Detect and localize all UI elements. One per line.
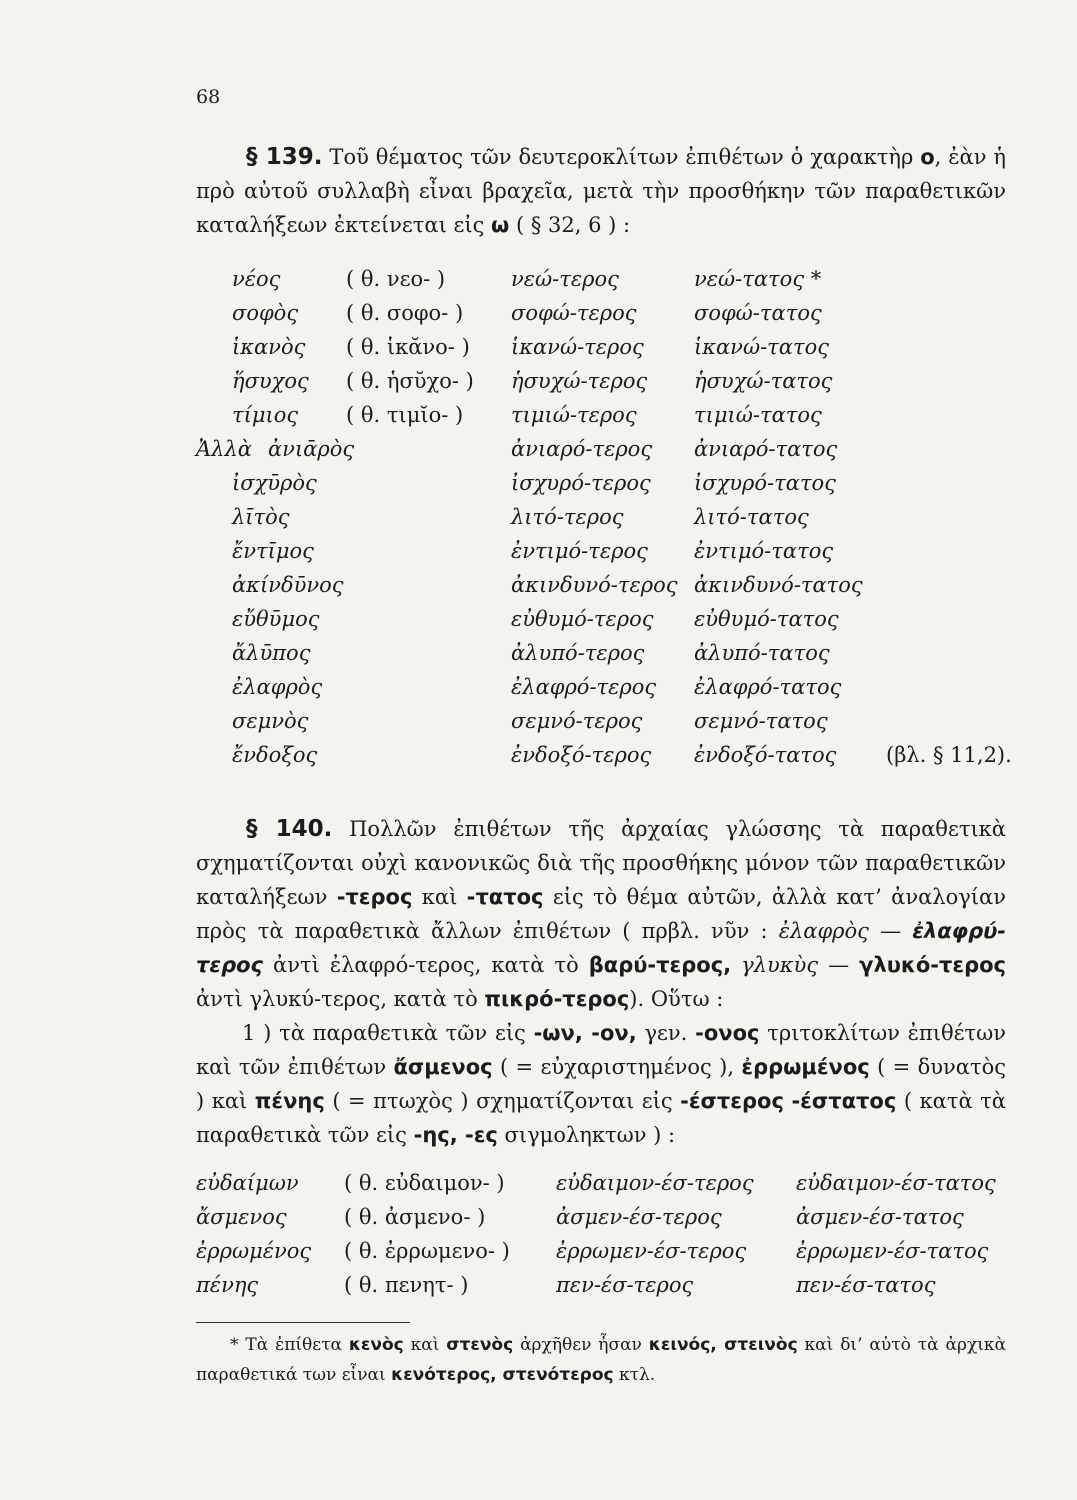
table2-row: σεμνὸς σεμνό-τερος σεμνό-τατος xyxy=(232,709,828,733)
table1-row: τίμιος ( θ. τιμῐο- ) τιμιώ-τερος τιμιώ-τατος xyxy=(232,403,822,427)
table3-row: εὐδαίμων ( θ. εὐδαιμον- ) εὐδαιμον-έσ-τερος εὐδαιμον-έσ-τατος xyxy=(196,1171,996,1195)
section-139-sign: § 139. xyxy=(246,144,323,170)
table1-row: ἱκανὸς ( θ. ἱκᾰνο- ) ἱκανώ-τερος ἱκανώ-τατος xyxy=(232,335,829,359)
table2-row: ἔνδοξος ἐνδοξό-τερος ἐνδοξό-τατος (βλ. § 11,2). xyxy=(196,738,1016,772)
cross-reference: (βλ. § 11,2). xyxy=(886,743,1012,767)
footnote-divider xyxy=(196,1322,410,1323)
table1-row: νέος ( θ. νεο- ) νεώ-τερος νεώ-τατος * xyxy=(232,267,822,291)
table2-row: εὔθῡμος εὐθυμό-τερος εὐθυμό-τατος xyxy=(232,607,839,631)
table3-row: ἄσμενος ( θ. ἀσμενο- ) ἀσμεν-έσ-τερος ἀσμεν-έσ-τατος xyxy=(196,1205,964,1229)
section-140-sign: § 140. xyxy=(246,816,333,842)
table1-row: ἥσυχος ( θ. ἡσῠχο- ) ἡσυχώ-τερος ἡσυχώ-τατος xyxy=(232,369,833,393)
table2-row: ἀκίνδῡνος ἀκινδυνό-τερος ἀκινδυνό-τατος xyxy=(232,573,863,597)
section-139-intro: § 139. Τοῦ θέματος τῶν δευτεροκλίτων ἐπιθέτων ὁ χαρακτὴρ ο, ἐὰν ἡ πρὸ αὐτοῦ συλλαβὴ εἶναι βραχεῖα, μετὰ τὴν προσθήκην τῶν παραθετικῶν καταλήξεων ἐκτείνεται εἰς ω ( § 32, 6 ) : xyxy=(196,144,1006,237)
table3-row: ἐρρωμένος ( θ. ἐρρωμενο- ) ἐρρωμεν-έσ-τερος ἐρρωμεν-έσ-τατος xyxy=(196,1239,989,1263)
page-number: 68 xyxy=(196,86,221,108)
table2-row: λῑτὸς λιτό-τερος λιτό-τατος xyxy=(232,505,809,529)
table3-row: πένης ( θ. πενητ- ) πεν-έσ-τερος πεν-έσ-τατος xyxy=(196,1273,936,1297)
table2-row: ἰσχῡρὸς ἰσχυρό-τερος ἰσχυρό-τατος xyxy=(232,471,836,495)
footnote: * Τὰ ἐπίθετα κενὸς καὶ στενὸς ἀρχῆθεν ἦσαν κεινός, στεινὸς καὶ δι’ αὐτὸ τὰ ἀρχικὰ παραθετικά των εἶναι κενότερος, στενότερος κτλ. xyxy=(196,1335,1007,1385)
table2-row: ἐλαφρὸς ἐλαφρό-τερος ἐλαφρό-τατος xyxy=(232,675,842,699)
section-140-intro: § 140. Πολλῶν ἐπιθέτων τῆς ἀρχαίας γλώσσης τὰ παραθετικὰ σχηματίζονται οὐχὶ κανονικῶς διὰ τῆς προσθήκης μόνον τῶν παραθετικῶν καταλήξεων -τερος καὶ -τατος εἰς τὸ θέμα αὐτῶν, ἀλλὰ κατ’ ἀναλογίαν πρὸς τὰ παραθετικὰ ἄλλων ἐπιθέτων ( πρβλ. νῦν : ἐλαφρὸς — ἐλαφρύ-τερος ἀντὶ ἐλαφρό-τερος, κατὰ τὸ βαρύ-τερος, γλυκὺς — γλυκό-τερος ἀντὶ γλυκύ-τερος, κατὰ τὸ πικρό-τερος). Οὕτω : 1 ) τὰ παραθετικὰ τῶν εἰς -ων, -ον, γεν. -ονος τριτοκλίτων ἐπιθέτων καὶ τῶν ἐπιθέτων ἄσμενος ( = εὐχαριστημένος ), ἐρρωμένος ( = δυνατὸς ) καὶ πένης ( = πτωχὸς ) σχηματίζονται εἰς -έστερος -έστατος ( κατὰ τὰ παραθετικὰ τῶν εἰς -ης, -ες σιγμοληκτων ) : xyxy=(196,816,1006,1147)
table2-row: Ἀλλὰ ἀνιᾱρὸς ἀνιαρό-τερος ἀνιαρό-τατος xyxy=(196,437,838,461)
table2-row: ἔντῑμος ἐντιμό-τερος ἐντιμό-τατος xyxy=(232,539,834,563)
table2-row: ἄλῡπος ἀλυπό-τερος ἀλυπό-τατος xyxy=(232,641,830,665)
table1-row: σοφὸς ( θ. σοφο- ) σοφώ-τερος σοφώ-τατος xyxy=(232,301,822,325)
